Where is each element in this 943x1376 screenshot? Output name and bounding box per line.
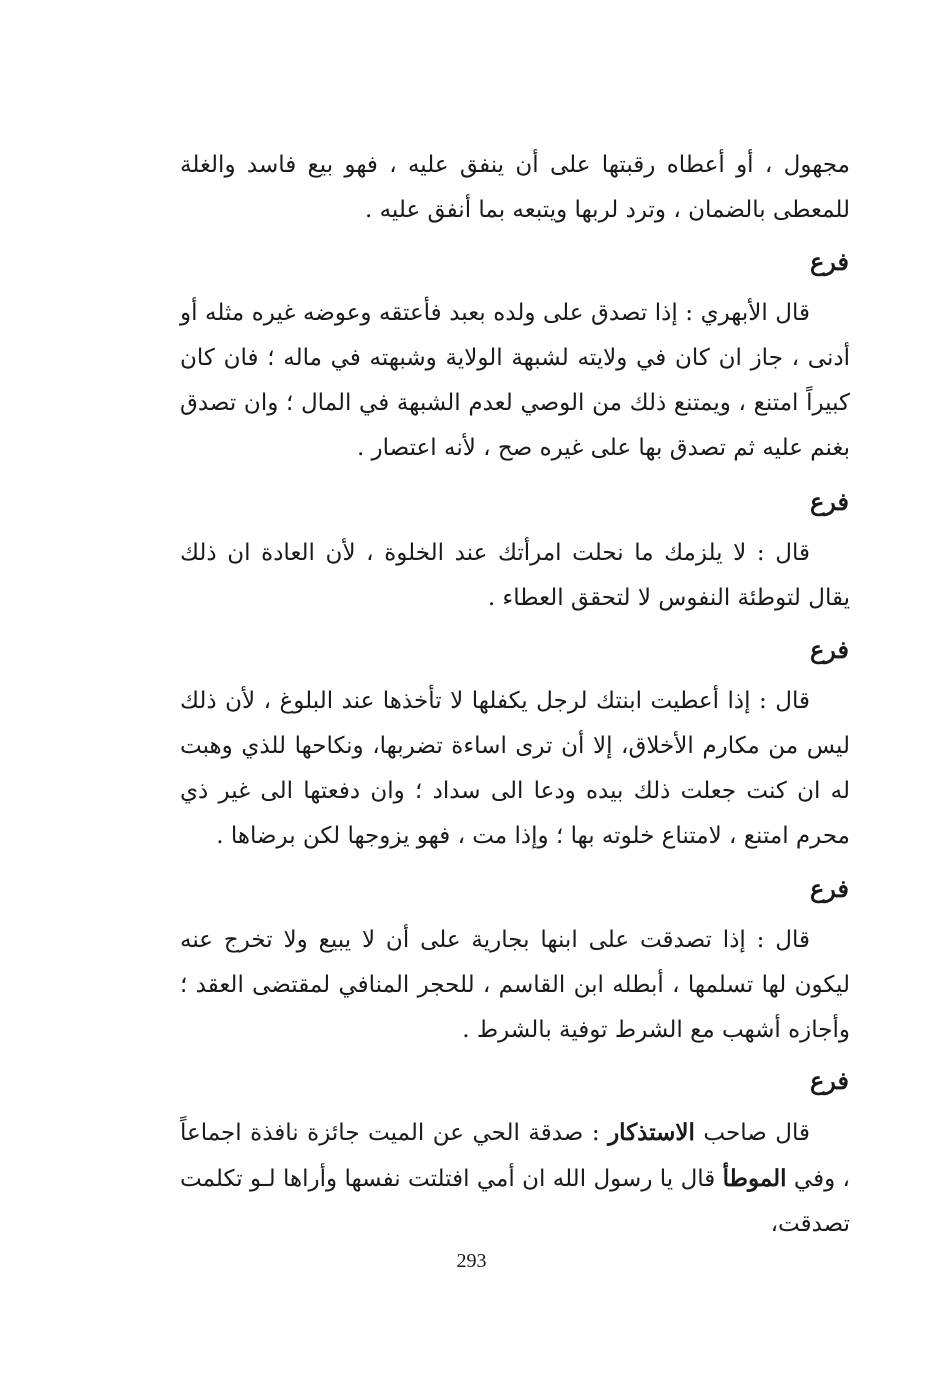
paragraph-6-prefix: قال صاحب [694, 1120, 810, 1146]
paragraph-2-text: قال الأبهري : إذا تصدق على ولده بعبد فأعتقه وعوضه غيره مثله أو أدنى ، جاز ان كان في ولايته لشبهة الولاية وشبهته في ماله ؛ فان كان كبيراً امتنع ، ويمتنع ذلك من الوصي لعدم الشبهة في المال ؛ وان تصدق بغنم عليه ثم تصدق بها على غيره صح ، لأنه اعتصار . [180, 300, 850, 461]
paragraph-6 [180, 1110, 850, 1247]
paragraph-6-suffix: قال يا رسول الله ان أمي افتلتت نفسها وأراها لـو تكلمت تصدقت، [180, 1166, 850, 1237]
paragraph-5 [180, 918, 850, 1053]
paragraph-1-text: مجهول ، أو أعطاه رقبتها على أن ينفق عليه ، فهو بيع فاسد والغلة للمعطى بالضمان ، وترد لربها ويتبعه بما أنفق عليه . [180, 152, 850, 223]
paragraph-6-middle: : صدقة الحي عن الميت جائزة نافذة اجماعاً ، وفي [180, 1120, 850, 1192]
section-heading-1: فرع [809, 247, 849, 276]
paragraph-4 [180, 679, 850, 859]
section-heading-2: فرع [809, 487, 849, 516]
section-heading-5: فرع [809, 1066, 849, 1095]
paragraph-5-text: قال : إذا تصدقت على ابنها بجارية على أن لا يبيع ولا تخرج عنه ليكون لها تسلمها ، أبطله ابن القاسم ، للحجر المنافي لمقتضى العقد ؛ وأجازه أشهب مع الشرط توفية بالشرط . [180, 927, 850, 1043]
paragraph-3-text: قال : لا يلزمك ما نحلت امرأتك عند الخلوة ، لأن العادة ان ذلك يقال لتوطئة النفوس لا لتحقق العطاء . [180, 540, 850, 611]
section-heading-3: فرع [809, 635, 849, 664]
book-title-muwatta: الموطأ [722, 1165, 787, 1192]
paragraph-2 [180, 291, 850, 471]
section-heading-4: فرع [809, 874, 849, 903]
paragraph-1 [180, 143, 850, 233]
book-title-istidhkar: الاستذكار [608, 1119, 695, 1146]
paragraph-6-text [180, 1110, 850, 1247]
page-number: 293 [456, 1250, 487, 1272]
paragraph-4-text: قال : إذا أعطيت ابنتك لرجل يكفلها لا تأخذها عند البلوغ ، لأن ذلك ليس من مكارم الأخلاق، إلا أن ترى اساءة تضربها، ونكاحها للذي وهبت له ان كنت جعلت ذلك بيده ودعا الى سداد ؛ وان دفعتها الى غير ذي محرم امتنع ، لامتناع خلوته بها ؛ وإذا مت ، فهو يزوجها لكن برضاها . [180, 688, 850, 849]
paragraph-3 [180, 531, 850, 621]
